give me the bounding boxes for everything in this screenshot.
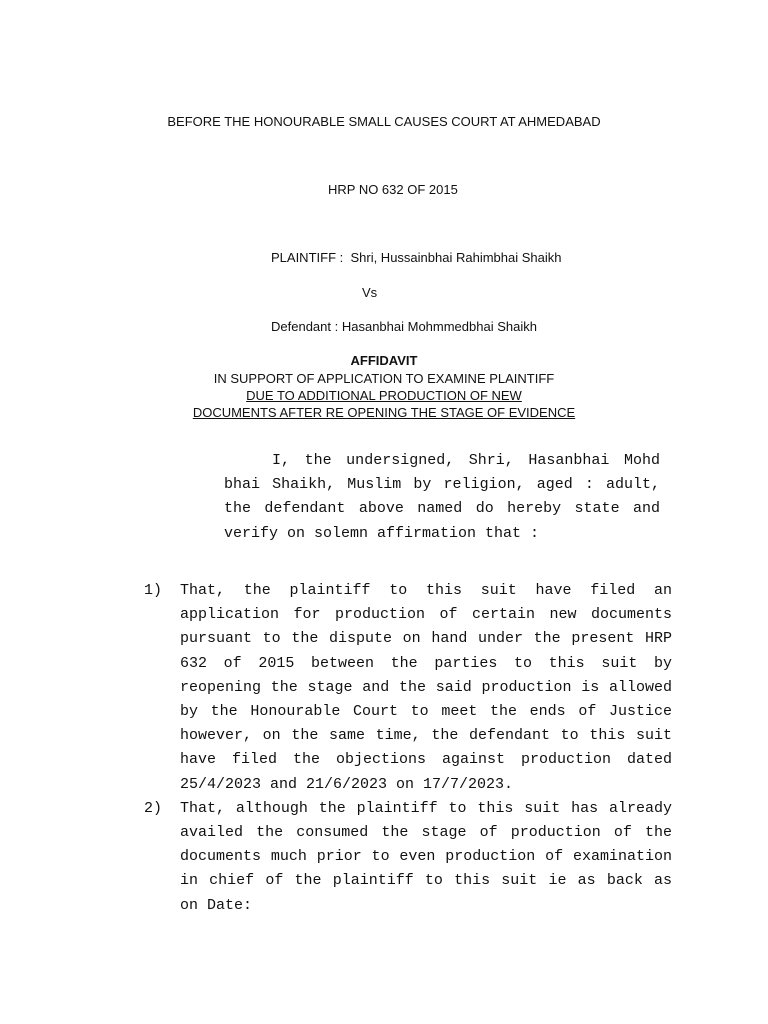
plaintiff-label: PLAINTIFF : [271, 250, 344, 265]
plaintiff-line [271, 250, 561, 265]
defendant-line [271, 319, 537, 334]
numbered-paragraphs [144, 579, 672, 918]
affidavit-subtitle-line2: DUE TO ADDITIONAL PRODUCTION OF NEW [246, 388, 522, 403]
defendant-label: Defendant : [271, 319, 339, 334]
versus-text: Vs [362, 285, 378, 300]
case-number: HRP NO 632 OF 2015 [328, 182, 458, 197]
intro-paragraph: I, the undersigned, Shri, Hasanbhai Mohd bhai Shaikh, Muslim by religion, aged : adult, the defendant above named do hereby state and verify on solemn affirmation that : [224, 452, 660, 542]
court-heading: BEFORE THE HONOURABLE SMALL CAUSES COURT AT AHMEDABAD [167, 114, 601, 129]
paragraph-text: That, the plaintiff to this suit have filed an application for production of certain new documents pursuant to the dispute on hand under the present HRP 632 of 2015 between the parties to this suit by reopening the stage and the said production is allowed by the Honourable Court to meet the ends of Justice however, on the same time, the defendant to this suit have filed the objections against production dated 25/4/2023 and 21/6/2023 on 17/7/2023. [180, 582, 672, 793]
list-item [144, 797, 672, 918]
paragraph-number: 2) [144, 799, 163, 817]
affidavit-subtitle-line1: IN SUPPORT OF APPLICATION TO EXAMINE PLAINTIFF [213, 371, 555, 386]
defendant-name: Hasanbhai Mohmmedbhai Shaikh [341, 319, 537, 334]
plaintiff-name: Shri, Hussainbhai Rahimbhai Shaikh [350, 250, 562, 265]
paragraph-number: 1) [144, 582, 163, 599]
list-item [144, 579, 672, 797]
affidavit-title: AFFIDAVIT [350, 353, 418, 368]
paragraph-text: That, although the plaintiff to this suit has already availed the consumed the stage of production of the documents much prior to even production of examination in chief of the plaintiff to this suit ie as back as on Date: [180, 799, 672, 914]
affidavit-subtitle-line3: DOCUMENTS AFTER RE OPENING THE STAGE OF EVIDENCE [192, 405, 576, 420]
